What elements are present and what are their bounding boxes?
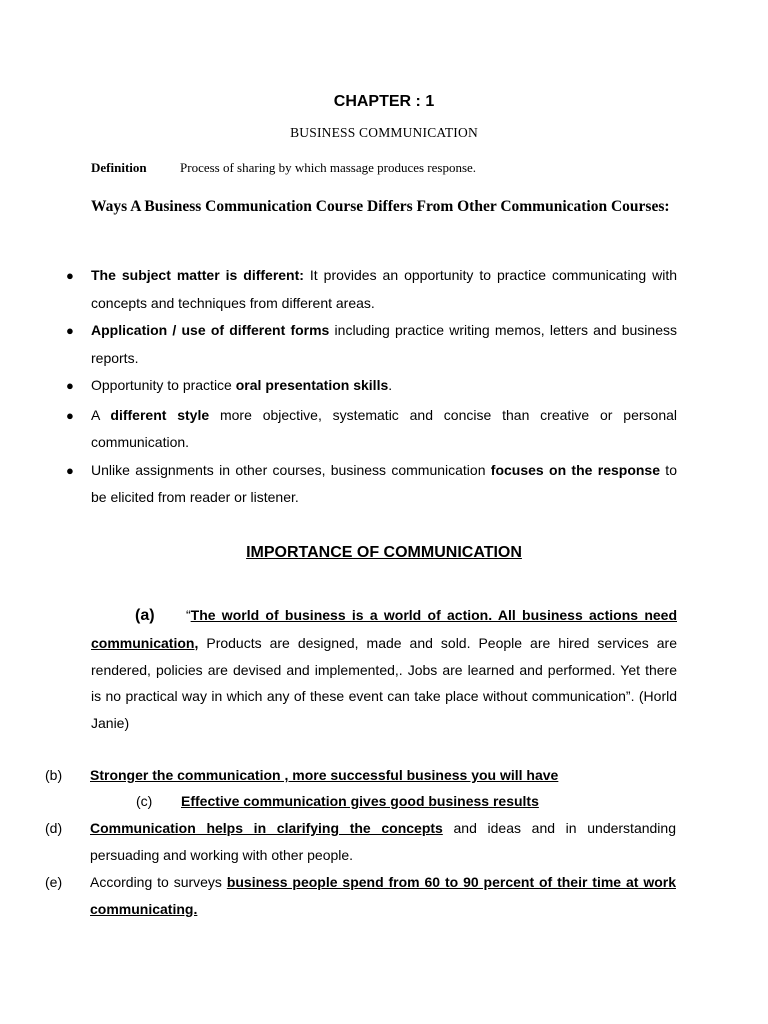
definition-line [91, 160, 476, 176]
bullet-text: to be elicited from reader or listener. [91, 461, 677, 505]
quote-label: (a) [135, 607, 155, 624]
bullet-text: It provides an opportunity to practice communicating with concepts and techniques from different areas. [91, 267, 678, 311]
item-text [90, 869, 676, 923]
bullet-text: more objective, systematic and concise than creative or personal communication. [91, 406, 677, 450]
item-e [45, 869, 685, 923]
item-underlined: Stronger the communication , more successful business you will have [90, 767, 559, 783]
list-item [66, 262, 677, 317]
importance-heading: IMPORTANCE OF COMMUNICATION [246, 544, 522, 561]
bullet-pre: Opportunity to practice [91, 377, 236, 393]
item-label: (c) [136, 793, 153, 809]
item-rest: and ideas and in understanding persuading and working with other people. [90, 820, 676, 863]
list-item [66, 457, 677, 512]
item-label: (d) [45, 820, 63, 836]
bullet-icon: ● [66, 378, 74, 393]
bullet-pre: Unlike assignments in other courses, business communication [91, 461, 491, 478]
bullet-icon: ● [66, 323, 74, 338]
definition-first-letter: P [180, 160, 188, 175]
bullet-bold: focuses on the response [490, 461, 660, 478]
item-pre: According to surveys [90, 874, 227, 890]
item-label: (b) [45, 767, 63, 783]
quote-underlined: The world of business is a world of action. All business actions need communication, [91, 607, 677, 651]
item-b [45, 762, 685, 789]
item-label: (e) [45, 874, 63, 890]
bullet-icon: ● [66, 462, 74, 478]
item-text [90, 815, 676, 869]
bullet-icon: ● [66, 407, 74, 423]
item-text [90, 762, 676, 789]
list-item [66, 317, 677, 372]
item-c [136, 788, 636, 815]
item-underlined: Effective communication gives good business results [181, 793, 539, 809]
quote-open-mark: “ [185, 607, 191, 623]
bullet-bold: different style [110, 406, 210, 423]
bullet-bold: The subject matter is different: [91, 267, 304, 283]
item-underlined: business people spend from 60 to 90 percent of their time at work communicating. [90, 874, 676, 917]
differences-list [66, 262, 677, 512]
chapter-title: CHAPTER : 1 [333, 93, 435, 110]
bullet-icon: ● [66, 268, 74, 283]
ways-heading: Ways A Business Communication Course Differs From Other Communication Courses: [91, 198, 670, 215]
bullet-bold: oral presentation skills [235, 377, 389, 393]
list-item [66, 372, 677, 400]
item-underlined: Communication helps in clarifying the concepts [90, 820, 443, 836]
item-d [45, 815, 685, 869]
definition-label: Definition [91, 160, 147, 175]
item-text [181, 788, 621, 815]
chapter-subtitle: BUSINESS COMMUNICATION [290, 125, 478, 140]
list-item [66, 402, 677, 457]
quote-paragraph [91, 602, 677, 737]
quote-text: Products are designed, made and sold. People are hired services are rendered, policies are devised and implemented,. Jobs are learned and performed. Yet there is no practical way in which any of these event can take place without communication”. (Horld Janie) [91, 634, 677, 732]
bullet-text: including practice writing memos, letters and business reports. [91, 322, 677, 366]
bullet-bold: Application / use of different forms [91, 322, 330, 338]
bullet-text: . [388, 377, 393, 393]
definition-text: rocess of sharing by which massage produces response. [187, 160, 477, 175]
bullet-pre: A [91, 406, 111, 423]
